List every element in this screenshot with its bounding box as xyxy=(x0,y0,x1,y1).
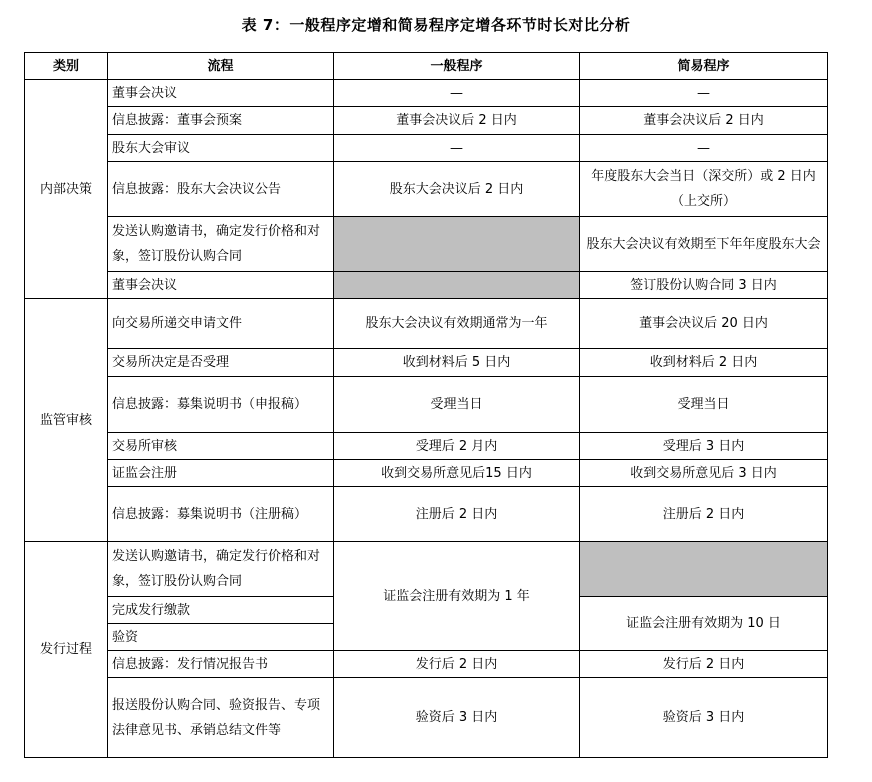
table-row xyxy=(25,349,828,377)
general-cell: 股东大会决议有效期通常为一年 xyxy=(334,299,580,349)
simple-cell: 受理后 3 日内 xyxy=(580,433,828,460)
simple-cell-empty xyxy=(580,542,828,597)
category-regulatory: 监管审核 xyxy=(25,299,108,542)
process-cell: 信息披露：董事会预案 xyxy=(108,107,334,135)
table-row xyxy=(25,107,828,135)
header-row xyxy=(25,53,828,80)
simple-cell: 收到交易所意见后 3 日内 xyxy=(580,460,828,487)
header-simple: 简易程序 xyxy=(580,53,828,80)
process-cell: 证监会注册 xyxy=(108,460,334,487)
process-cell: 董事会决议 xyxy=(108,272,334,299)
general-cell: 受理当日 xyxy=(334,377,580,433)
general-cell-empty xyxy=(334,217,580,272)
table-row xyxy=(25,487,828,542)
table-row xyxy=(25,651,828,678)
process-cell: 发送认购邀请书，确定发行价格和对象，签订股份认购合同 xyxy=(108,542,334,597)
general-cell-empty xyxy=(334,272,580,299)
category-issuance: 发行过程 xyxy=(25,542,108,758)
simple-cell: 注册后 2 日内 xyxy=(580,487,828,542)
table-row xyxy=(25,542,828,597)
table-row xyxy=(25,460,828,487)
simple-cell: 董事会决议后 2 日内 xyxy=(580,107,828,135)
category-internal: 内部决策 xyxy=(25,80,108,299)
process-cell: 信息披露：募集说明书（申报稿） xyxy=(108,377,334,433)
table-row xyxy=(25,217,828,272)
general-cell: 董事会决议后 2 日内 xyxy=(334,107,580,135)
process-cell: 信息披露：发行情况报告书 xyxy=(108,651,334,678)
process-cell: 股东大会审议 xyxy=(108,135,334,162)
table-row xyxy=(25,135,828,162)
table-row xyxy=(25,678,828,758)
process-cell: 信息披露：股东大会决议公告 xyxy=(108,162,334,217)
simple-cell: 受理当日 xyxy=(580,377,828,433)
simple-cell: 股东大会决议有效期至下年年度股东大会 xyxy=(580,217,828,272)
table-row xyxy=(25,377,828,433)
process-cell: 发送认购邀请书，确定发行价格和对象，签订股份认购合同 xyxy=(108,217,334,272)
general-cell: 受理后 2 月内 xyxy=(334,433,580,460)
comparison-table xyxy=(24,52,828,758)
simple-cell-merged: 证监会注册有效期为 10 日 xyxy=(580,597,828,651)
simple-cell: 发行后 2 日内 xyxy=(580,651,828,678)
simple-cell: 签订股份认购合同 3 日内 xyxy=(580,272,828,299)
general-cell: 收到材料后 5 日内 xyxy=(334,349,580,377)
simple-cell: — xyxy=(580,80,828,107)
general-cell: 收到交易所意见后15 日内 xyxy=(334,460,580,487)
process-cell: 董事会决议 xyxy=(108,80,334,107)
process-cell: 向交易所递交申请文件 xyxy=(108,299,334,349)
process-cell: 完成发行缴款 xyxy=(108,597,334,624)
general-cell: 注册后 2 日内 xyxy=(334,487,580,542)
table-row xyxy=(25,433,828,460)
table-row xyxy=(25,272,828,299)
simple-cell: — xyxy=(580,135,828,162)
header-general: 一般程序 xyxy=(334,53,580,80)
process-cell: 报送股份认购合同、验资报告、专项法律意见书、承销总结文件等 xyxy=(108,678,334,758)
simple-cell: 验资后 3 日内 xyxy=(580,678,828,758)
simple-cell: 年度股东大会当日（深交所）或 2 日内（上交所） xyxy=(580,162,828,217)
table-row xyxy=(25,299,828,349)
process-cell: 验资 xyxy=(108,624,334,651)
general-cell: 发行后 2 日内 xyxy=(334,651,580,678)
general-cell: — xyxy=(334,135,580,162)
table-row xyxy=(25,162,828,217)
header-process: 流程 xyxy=(108,53,334,80)
general-cell: 验资后 3 日内 xyxy=(334,678,580,758)
simple-cell: 董事会决议后 20 日内 xyxy=(580,299,828,349)
table-title: 表 7：一般程序定增和简易程序定增各环节时长对比分析 xyxy=(241,16,631,34)
process-cell: 交易所决定是否受理 xyxy=(108,349,334,377)
header-category: 类别 xyxy=(25,53,108,80)
process-cell: 交易所审核 xyxy=(108,433,334,460)
general-cell: 股东大会决议后 2 日内 xyxy=(334,162,580,217)
general-cell-merged: 证监会注册有效期为 1 年 xyxy=(334,542,580,651)
general-cell: — xyxy=(334,80,580,107)
table-row xyxy=(25,80,828,107)
process-cell: 信息披露：募集说明书（注册稿） xyxy=(108,487,334,542)
simple-cell: 收到材料后 2 日内 xyxy=(580,349,828,377)
